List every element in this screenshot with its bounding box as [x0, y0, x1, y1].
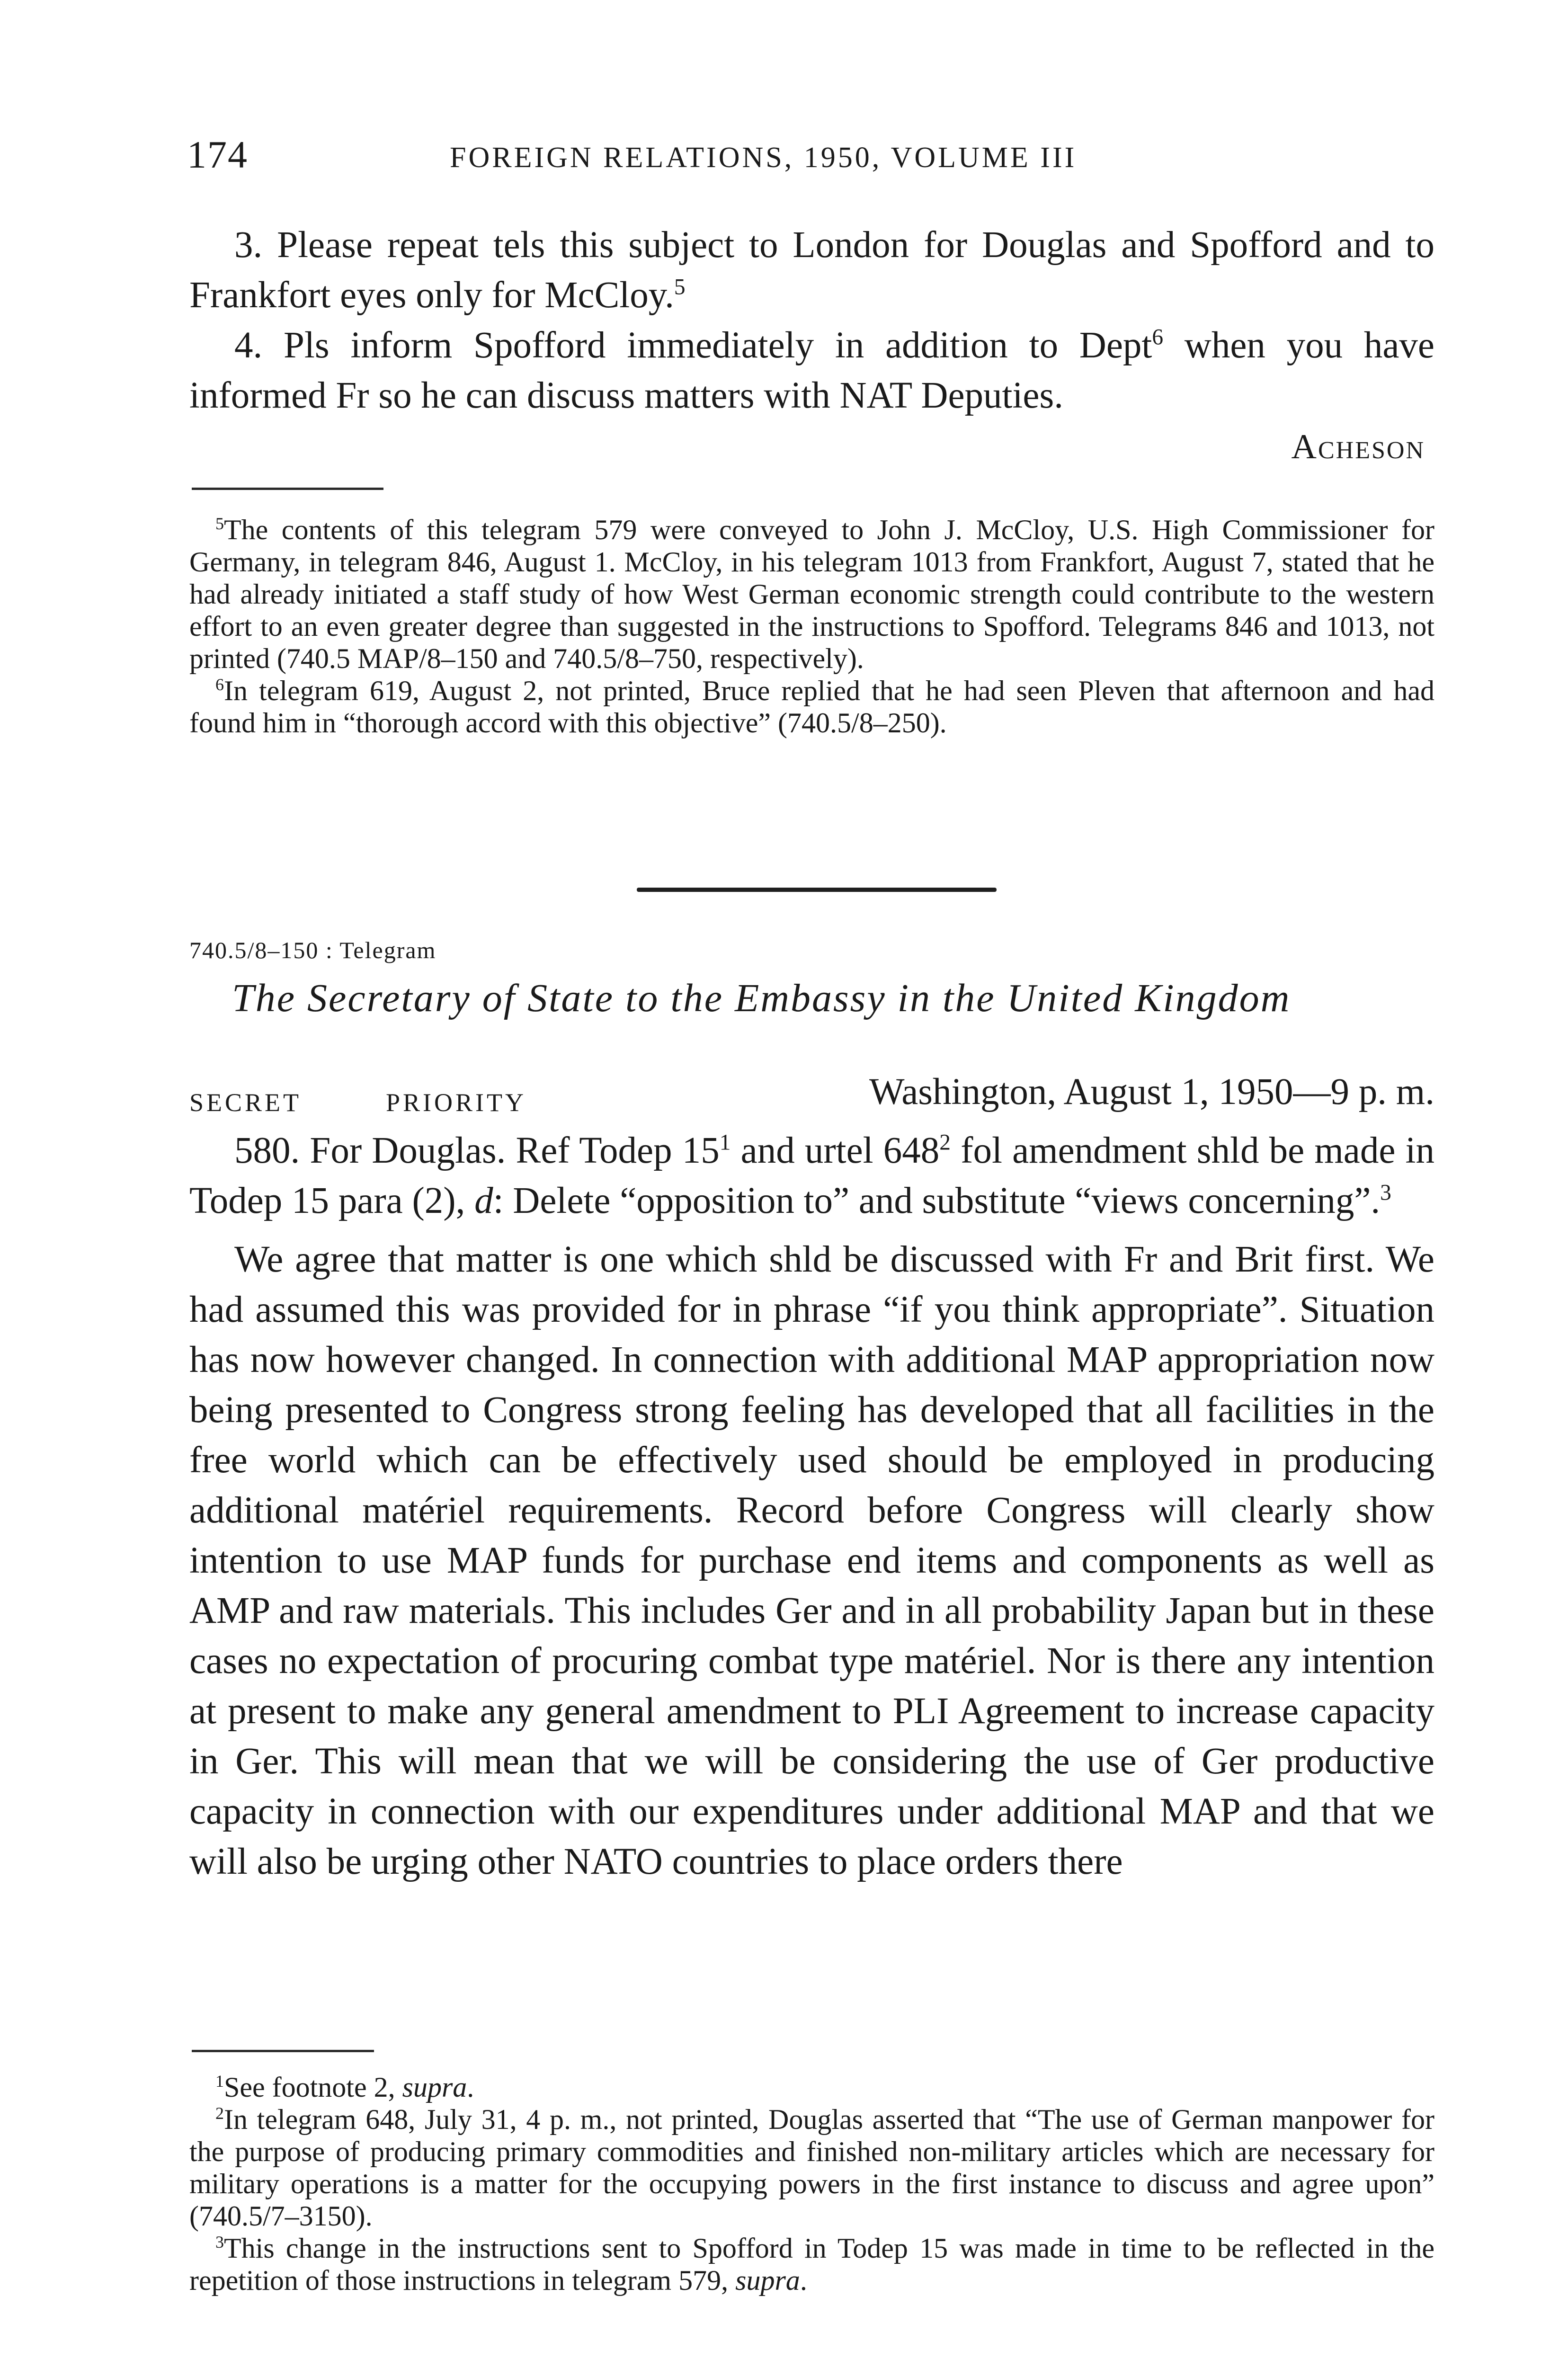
- footnote-2: $^2$In telegram 648, July 31, 4 p. m., not printed, Douglas asserted that “The use of German manpower for the purpose of producing primary commodities and finished non-military articles which are necessary for military operations is a matter for the occupying powers in the first instance to discuss and agree upon” (740.5/7–3150).: [189, 2104, 1434, 2232]
- footnote-ref-3: 3: [1380, 1180, 1391, 1205]
- paragraph-3: 3. Please repeat tels this subject to London for Douglas and Spofford and to Frankfort eyes only for McCloy.$^5$: [189, 224, 1434, 316]
- footnotes-top: [189, 514, 1434, 739]
- priority: PRIORITY: [386, 1088, 527, 1117]
- document-title: The Secretary of State to the Embassy in the United Kingdom: [232, 976, 1291, 1020]
- footnote-ref-1: 1: [719, 1130, 731, 1155]
- document-separator: [637, 888, 997, 892]
- footnote-rule-bottom: [192, 2050, 374, 2052]
- footnote-rule-top: [192, 488, 383, 490]
- running-title: FOREIGN RELATIONS, 1950, VOLUME III: [450, 142, 1077, 174]
- file-reference: 740.5/8–150 : Telegram: [189, 937, 437, 963]
- dateline: [189, 1071, 1434, 1123]
- signature: Acheson: [1291, 427, 1425, 466]
- footnotes-bottom: [189, 2071, 1434, 2296]
- footnote-5: $^5$The contents of this telegram 579 were conveyed to John J. McCloy, U.S. High Commissioner for Germany, in telegram 846, August 1. McCloy, in his telegram 1013 from Frankfort, August 7, stated that he had already initiated a staff study of how West German economic strength could contribute to the western effort to an even greater degree than suggested in the instructions to Spofford. Telegrams 846 and 1013, not printed (740.5 MAP/8–150 and 740.5/8–750, respectively).: [189, 514, 1434, 674]
- page-number: 174: [187, 133, 248, 176]
- footnote-ref-5: 5: [674, 275, 686, 300]
- footnote-ref-2: 2: [939, 1130, 951, 1155]
- date: Washington, August 1, 1950—9 p. m.: [869, 1071, 1434, 1112]
- classification: SECRET: [189, 1088, 302, 1117]
- footnote-1: $^1$See footnote 2, supra.: [215, 2072, 474, 2103]
- page-header: [187, 133, 1434, 185]
- telegram-paragraph-1: 580. For Douglas. Ref Todep $15^1$ and urtel $648^2$ fol amendment shld be made in Todep 15 para (2), d: Delete “opposition to” and substitute “views concerning”.$^3$: [189, 1130, 1435, 1221]
- telegram-paragraph-2: We agree that matter is one which shld be discussed with Fr and Brit first. We had assumed this was provided for in phrase “if you think appropriate”. Situation has now however changed. In connection with additional MAP appropriation now being presented to Congress strong feeling has developed that all facilities in the free world which can be effectively used should be employed in producing additional matériel requirements. Record before Congress will clearly show intention to use MAP funds for purchase end items and components as well as AMP and raw materials. This includes Ger and in all probability Japan but in these cases no expectation of procuring combat type matériel. Nor is there any intention at present to make any general amendment to PLI Agreement to increase capacity in Ger. This will mean that we will be considering the use of Ger productive capacity in connection with our expenditures under additional MAP and that we will also be urging other NATO countries to place orders there: [189, 1239, 1434, 1882]
- footnote-3: $^3$This change in the instructions sent to Spofford in Todep 15 was made in time to be reflected in the repetition of those instructions in telegram 579, supra.: [189, 2233, 1434, 2296]
- footnote-6: $^6$In telegram 619, August 2, not printed, Bruce replied that he had seen Pleven that afternoon and had found him in “thorough accord with this objective” (740.5/8–250).: [189, 675, 1434, 739]
- telegram-body: [189, 1126, 1434, 1887]
- footnote-ref-6: 6: [1152, 325, 1164, 350]
- previous-document-ending: [189, 220, 1434, 472]
- paragraph-4: 4. Pls inform Spofford immediately in addition to Dept$^6$ when you have informed Fr so he can discuss matters with NAT Deputies.: [189, 325, 1434, 416]
